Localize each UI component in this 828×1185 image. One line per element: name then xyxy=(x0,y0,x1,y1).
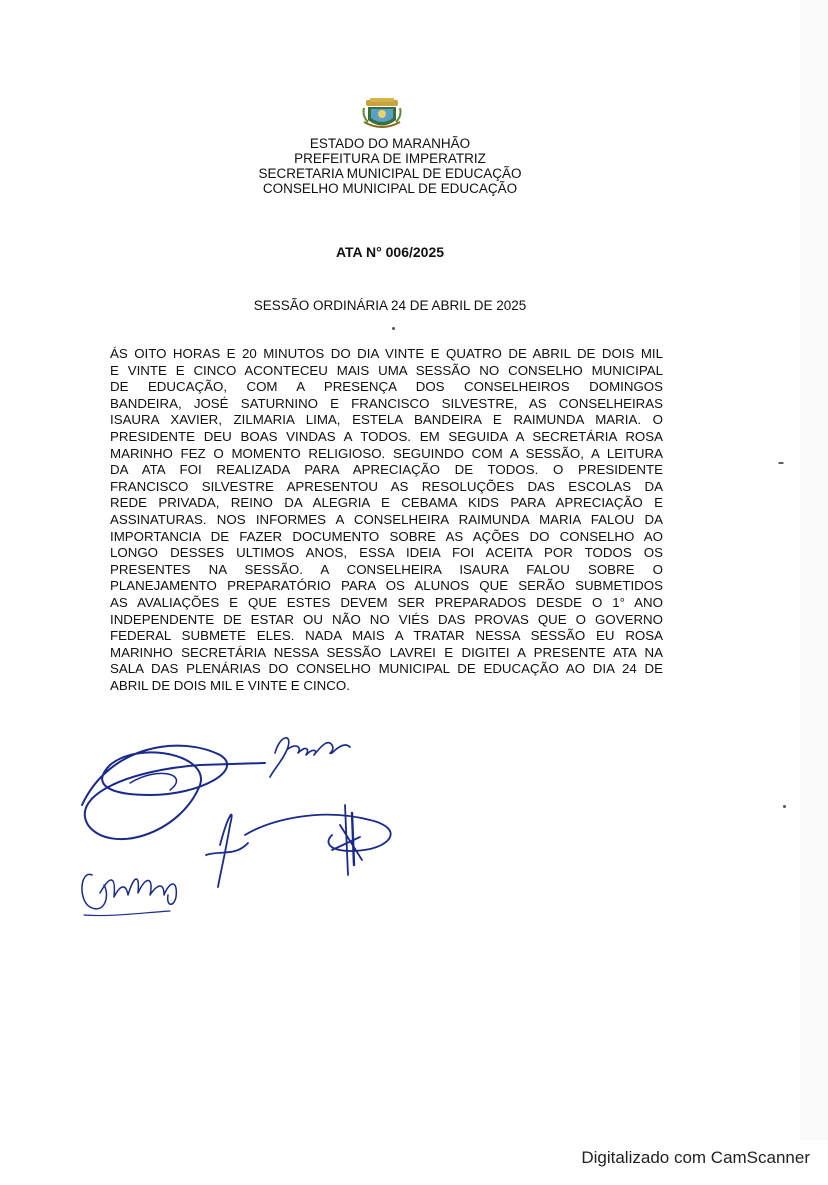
body-line: FRANCISCO SILVESTRE APRESENTOU AS RESOLUÇÕES DAS ESCOLAS DA xyxy=(110,478,663,494)
body-line: MARINHO SECRETÁRIA NESSA SESSÃO LAVREI E DIGITEI A PRESENTE ATA NA xyxy=(110,644,663,660)
body-line: PRESENTES NA SESSÃO. A CONSELHEIRA ISAURA FALOU SOBRE O xyxy=(110,561,663,577)
signature-4 xyxy=(82,874,176,908)
minutes-body xyxy=(110,346,663,694)
signature-1 xyxy=(82,746,265,839)
body-line: PLANEJAMENTO PREPARATÓRIO PARA OS ALUNOS QUE SERÃO SUBMETIDOS xyxy=(110,578,663,594)
session-date: SESSÃO ORDINÁRIA 24 DE ABRIL DE 2025 xyxy=(253,298,527,313)
body-line: IMPORTANCIA DE FAZER DOCUMENTO SOBRE AS AÇÕES DO CONSELHO AO xyxy=(110,528,663,544)
signature-2 xyxy=(270,738,350,777)
body-line: ISAURA XAVIER, ZILMARIA LIMA, ESTELA BANDEIRA E RAIMUNDA MARIA. O xyxy=(110,412,663,428)
body-line: ÁS OITO HORAS E 20 MINUTOS DO DIA VINTE E QUATRO DE ABRIL DE DOIS MIL xyxy=(110,346,663,361)
body-line: E VINTE E CINCO ACONTECEU MAIS UMA SESSÃO NO CONSELHO MUNICIPAL xyxy=(110,362,663,378)
header-secretariat: SECRETARIA MUNICIPAL DE EDUCAÇÃO xyxy=(258,166,522,181)
signatures-image xyxy=(70,725,450,925)
body-line: BANDEIRA, JOSÉ SATURNINO E FRANCISCO SILVESTRE, AS CONSELHEIRAS xyxy=(110,395,663,411)
header-state: ESTADO DO MARANHÃO xyxy=(309,136,471,151)
body-line: DA ATA FOI REALIZADA PARA APRECIAÇÃO DE TODOS. O PRESIDENTE xyxy=(110,462,663,478)
camscanner-footer: Digitalizado com CamScanner xyxy=(581,1148,810,1167)
body-line: DE EDUCAÇÃO, COM A PRESENÇA DOS CONSELHEIROS DOMINGOS xyxy=(110,379,663,395)
scan-speck xyxy=(392,327,395,330)
body-line: PRESIDENTE DEU BOAS VINDAS A TODOS. EM SEGUIDA A SECRETÁRIA ROSA xyxy=(110,428,663,444)
header-council: CONSELHO MUNICIPAL DE EDUCAÇÃO xyxy=(262,181,518,196)
body-line: INDEPENDENTE DE ESTAR OU NÃO NO VIÉS DAS PROVAS QUE O GOVERNO xyxy=(110,611,663,627)
body-line: MARINHO FEZ O MOMENTO RELIGIOSO. SEGUINDO COM A SESSÃO, A LEITURA xyxy=(110,445,663,461)
ata-number: ATA N° 006/2025 xyxy=(335,244,445,260)
document-header xyxy=(200,136,580,196)
body-line: SALA DAS PLENÁRIAS DO CONSELHO MUNICIPAL DE EDUCAÇÃO AO DIA 24 DE xyxy=(110,661,663,677)
body-line: AS AVALIAÇÕES E QUE ESTES DEVEM SER PREPARADOS DESDE O 1° ANO xyxy=(110,594,663,610)
scan-margin xyxy=(800,0,828,1140)
signature-3 xyxy=(206,815,391,887)
body-line: ABRIL DE DOIS MIL E VINTE E CINCO. xyxy=(110,677,350,693)
body-line: ASSINATURAS. NOS INFORMES A CONSELHEIRA RAIMUNDA MARIA FALOU DA xyxy=(110,511,663,527)
coat-of-arms-icon xyxy=(362,98,402,132)
body-line: FEDERAL SUBMETE ELES. NADA MAIS A TRATAR NESSA SESSÃO EU ROSA xyxy=(110,628,663,644)
header-city-hall: PREFEITURA DE IMPERATRIZ xyxy=(294,151,486,166)
body-line: LONGO DESSES ULTIMOS ANOS, ESSA IDEIA FOI ACEITA POR TODOS OS xyxy=(110,545,663,561)
scan-speck xyxy=(778,462,784,464)
body-line: REDE PRIVADA, REINO DA ALEGRIA E CEBAMA KIDS PARA APRECIAÇÃO E xyxy=(110,495,663,511)
scan-speck xyxy=(783,805,786,808)
